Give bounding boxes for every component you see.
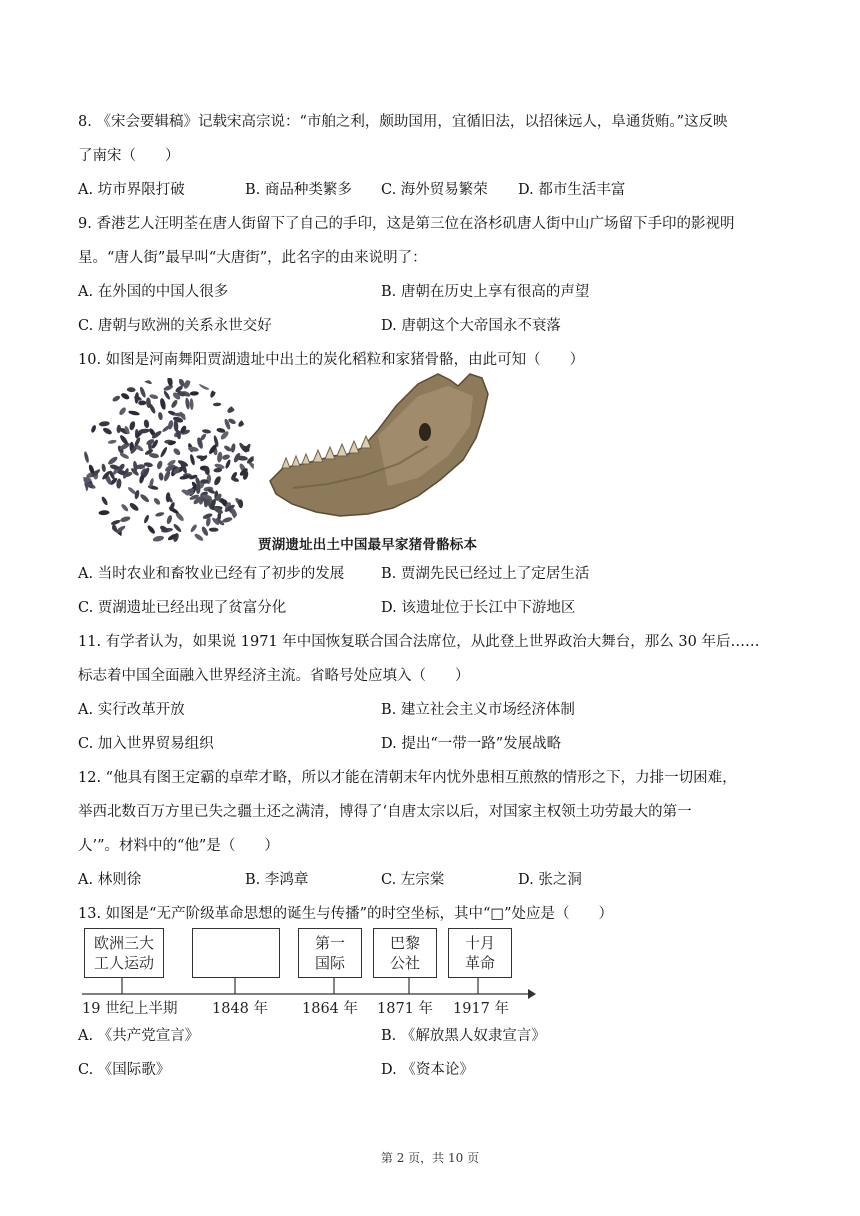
q10-stem-line1: 10. 如图是河南舞阳贾湖遗址中出土的炭化稻粒和家猪骨骼，由此可知（ ）: [78, 352, 585, 368]
q8-option-d[interactable]: D. 都市生活丰富: [518, 182, 626, 198]
timeline-label-1864: 1864 年: [302, 1001, 359, 1017]
rice-grain: [189, 398, 193, 410]
rice-grain: [166, 515, 173, 525]
timeline-box-first-international: 第一 国际: [298, 928, 362, 978]
rice-grain: [226, 404, 237, 414]
rice-grain: [128, 421, 136, 431]
q10-figure-caption: 贾湖遗址出土中国最早家猪骨骼标本: [258, 537, 478, 553]
rice-grain: [112, 395, 122, 403]
rice-grain: [213, 475, 222, 486]
rice-grain: [101, 463, 106, 472]
rice-grain: [159, 446, 168, 458]
rice-grain: [221, 454, 230, 461]
timeline-box-workers-movements: 欧洲三大 工人运动: [84, 928, 164, 978]
rice-grain: [148, 403, 157, 415]
timeline-label-early-19th: 19 世纪上半期: [82, 1001, 178, 1017]
carbonized-rice-grains: [80, 376, 258, 543]
rice-grain: [155, 511, 165, 517]
rice-grain: [108, 439, 117, 444]
q11-option-d[interactable]: D. 提出“一带一路”发展战略: [381, 736, 562, 752]
q8-option-b[interactable]: B. 商品种类繁多: [245, 182, 352, 198]
rice-grain: [202, 429, 212, 434]
q12-stem-line2: 举西北数百万方里已失之疆土还之满清，博得了‘自唐太宗以后，对国家主权领土功劳最大的第一: [78, 804, 692, 820]
rice-grain: [167, 376, 174, 387]
q9-option-b[interactable]: B. 唐朝在历史上享有很高的声望: [381, 284, 590, 300]
rice-grain: [190, 391, 199, 396]
rice-grain: [142, 377, 153, 385]
q13-stem-line1: 13. 如图是“无产阶级革命思想的诞生与传播”的时空坐标，其中“□”处应是（ ）: [78, 906, 614, 922]
q13-option-a[interactable]: A. 《共产党宣言》: [78, 1028, 200, 1044]
rice-grain: [120, 392, 130, 401]
rice-grain: [213, 402, 222, 406]
rice-grain: [224, 459, 231, 469]
rice-grain: [190, 524, 198, 534]
rice-grain: [102, 426, 113, 435]
rice-grain: [185, 397, 191, 409]
q11-option-a[interactable]: A. 实行改革开放: [78, 702, 185, 718]
rice-grain: [83, 451, 90, 463]
rice-grain: [193, 533, 204, 543]
rice-grain: [172, 523, 182, 533]
rice-grain: [90, 424, 97, 433]
rice-grain: [223, 445, 232, 453]
q9-option-c[interactable]: C. 唐朝与欧洲的关系永世交好: [78, 318, 272, 334]
rice-grain: [116, 425, 121, 434]
timeline-box-paris-commune: 巴黎 公社: [373, 928, 437, 978]
q8-stem-line1: 8. 《宋会要辑稿》记载宋高宗说：“市舶之利，颇助国用，宜循旧法，以招徕远人，阜通货贿。”这反映: [78, 114, 728, 130]
timeline-label-1848: 1848 年: [212, 1001, 269, 1017]
q13-option-b[interactable]: B. 《解放黑人奴隶宣言》: [381, 1028, 546, 1044]
rice-grain: [237, 419, 246, 428]
rice-grain: [170, 399, 179, 409]
rice-grain: [127, 387, 136, 392]
rice-grain: [172, 447, 181, 456]
rice-grain: [200, 526, 209, 537]
q8-option-a[interactable]: A. 坊市界限打破: [78, 182, 185, 198]
rice-grain: [222, 516, 233, 523]
rice-grain: [98, 510, 109, 516]
timeline-label-1871: 1871 年: [377, 1001, 434, 1017]
rice-grain: [100, 496, 108, 506]
q12-stem-line3: 人’”。材料中的“他”是（ ）: [78, 838, 279, 854]
rice-grain: [163, 470, 172, 482]
q12-option-c[interactable]: C. 左宗棠: [381, 872, 445, 888]
q11-stem-line1: 11. 有学者认为，如果说 1971 年中国恢复联合国合法席位，从此登上世界政治大舞台，那么 30 年后……: [78, 634, 760, 650]
q10-option-d[interactable]: D. 该遗址位于长江中下游地区: [381, 600, 576, 616]
rice-grain: [189, 454, 196, 466]
rice-and-pig-bone-illustration: [78, 356, 540, 554]
q13-timeline: [78, 924, 538, 1016]
rice-grain: [128, 410, 140, 416]
rice-grain: [230, 443, 236, 453]
rice-grain: [110, 519, 121, 526]
rice-grain: [139, 386, 147, 398]
q12-stem-line1: 12. “他具有图王定霸的卓荦才略，所以才能在清朝末年内忧外患相互煎熬的情形之下，力排一切困难，: [78, 770, 737, 786]
rice-grain: [146, 524, 156, 535]
rice-grain: [156, 460, 163, 470]
q10-figure: [78, 356, 540, 554]
page-footer: 第 2 页，共 10 页: [380, 1151, 480, 1165]
rice-grain: [149, 394, 159, 400]
rice-grain: [158, 472, 164, 481]
q11-stem-line2: 标志着中国全面融入世界经济主流。省略号处应填入（ ）: [78, 668, 470, 684]
q12-option-d[interactable]: D. 张之洞: [518, 872, 582, 888]
rice-grain: [198, 382, 210, 391]
q13-option-c[interactable]: C. 《国际歌》: [78, 1062, 171, 1078]
q10-option-c[interactable]: C. 贾湖遗址已经出现了贫富分化: [78, 600, 287, 616]
rice-grain: [143, 419, 150, 428]
rice-grain: [159, 398, 167, 411]
rice-grain: [163, 384, 174, 392]
rice-grain: [217, 451, 223, 462]
rice-grain: [196, 483, 201, 494]
rice-grain: [128, 502, 139, 513]
q12-option-a[interactable]: A. 林则徐: [78, 872, 142, 888]
rice-grain: [209, 388, 217, 399]
q12-option-b[interactable]: B. 李鸿章: [245, 872, 309, 888]
rice-grain: [107, 455, 119, 466]
q9-option-a[interactable]: A. 在外国的中国人很多: [78, 284, 229, 300]
rice-grain: [120, 503, 129, 512]
rice-grain: [152, 535, 164, 543]
timeline-box-october-revolution: 十月 革命: [448, 928, 512, 978]
q10-option-a[interactable]: A. 当时农业和畜牧业已经有了初步的发展: [78, 566, 345, 582]
rice-grain: [138, 400, 146, 405]
rice-grain: [153, 497, 162, 506]
q11-option-c[interactable]: C. 加入世界贸易组织: [78, 736, 214, 752]
timeline-box-blank: [192, 928, 280, 978]
q9-stem-line1: 9. 香港艺人汪明荃在唐人街留下了自己的手印，这是第三位在洛杉矶唐人街中山广场留下手印的影视明: [78, 216, 735, 232]
rice-grain: [158, 412, 164, 421]
q8-option-c[interactable]: C. 海外贸易繁荣: [381, 182, 488, 198]
rice-grain: [118, 406, 127, 416]
timeline-label-1917: 1917 年: [453, 1001, 510, 1017]
rice-grain: [120, 515, 131, 523]
rice-grain: [99, 421, 110, 427]
q9-stem-line2: 星。“唐人街”最早叫“大唐街”，此名字的由来说明了：: [78, 250, 427, 266]
rice-grain: [139, 493, 150, 504]
q9-option-d[interactable]: D. 唐朝这个大帝国永不衰落: [381, 318, 561, 334]
q8-stem-line2: 了南宋（ ）: [78, 148, 180, 164]
rice-grain: [163, 390, 171, 401]
q10-option-b[interactable]: B. 贾湖先民已经过上了定居生活: [381, 566, 590, 582]
q11-option-b[interactable]: B. 建立社会主义市场经济体制: [381, 702, 575, 718]
rice-grain: [209, 528, 219, 532]
rice-grain: [147, 484, 158, 490]
q13-option-d[interactable]: D. 《资本论》: [381, 1062, 474, 1078]
rice-grain: [143, 514, 150, 524]
